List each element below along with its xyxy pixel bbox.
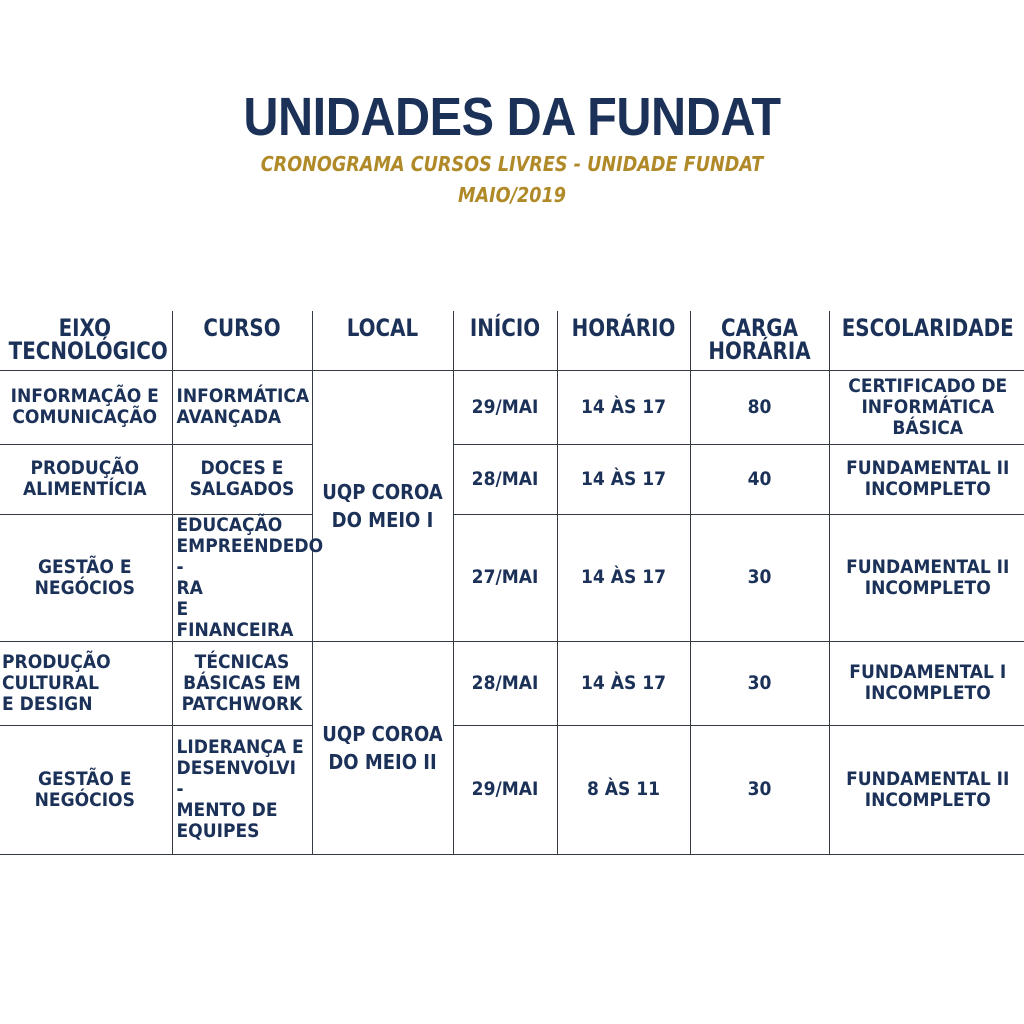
carga-cell: 80: [690, 370, 829, 444]
inicio-cell: 29/MAI: [453, 725, 557, 854]
curso-cell: LIDERANÇA E DESENVOLVI - MENTO DE EQUIPES: [172, 725, 312, 854]
eixo-cell: PRODUÇÃO CULTURAL E DESIGN: [0, 641, 172, 725]
inicio-cell: 29/MAI: [453, 370, 557, 444]
column-header-local: LOCAL: [318, 311, 448, 370]
page-title: UNIDADES DA FUNDAT: [243, 87, 781, 147]
carga-cell: 30: [690, 725, 829, 854]
column-header-inicio: INÍCIO: [457, 311, 553, 370]
column-header-eixo: EIXO TECNOLÓGICO: [5, 311, 165, 370]
table-row: [0, 370, 1024, 444]
escolaridade-cell: CERTIFICADO DE INFORMÁTICA BÁSICA: [829, 370, 1024, 444]
horario-cell: 8 ÀS 11: [557, 725, 690, 854]
curso-cell: EDUCAÇÃO EMPREENDEDO - RA E FINANCEIRA: [172, 514, 312, 641]
escolaridade-cell: FUNDAMENTAL II INCOMPLETO: [829, 514, 1024, 641]
carga-cell: 30: [690, 641, 829, 725]
column-header-curso: CURSO: [178, 311, 307, 370]
course-schedule-table: [0, 311, 1024, 855]
curso-cell: TÉCNICAS BÁSICAS EM PATCHWORK: [172, 641, 312, 725]
column-header-carga: CARGA HORÁRIA: [696, 311, 824, 370]
eixo-cell: GESTÃO E NEGÓCIOS: [0, 725, 172, 854]
table-row: [0, 444, 1024, 514]
table-row: [0, 725, 1024, 854]
eixo-cell: GESTÃO E NEGÓCIOS: [0, 514, 172, 641]
escolaridade-cell: FUNDAMENTAL II INCOMPLETO: [829, 444, 1024, 514]
carga-cell: 40: [690, 444, 829, 514]
eixo-cell: PRODUÇÃO ALIMENTÍCIA: [0, 444, 172, 514]
inicio-cell: 27/MAI: [453, 514, 557, 641]
escolaridade-cell: FUNDAMENTAL I INCOMPLETO: [829, 641, 1024, 725]
horario-cell: 14 ÀS 17: [557, 444, 690, 514]
column-header-escolaridade: ESCOLARIDADE: [837, 311, 1018, 370]
horario-cell: 14 ÀS 17: [557, 514, 690, 641]
local-cell: UQP COROA DO MEIO II: [312, 641, 453, 854]
local-cell: UQP COROA DO MEIO I: [312, 370, 453, 641]
schedule-subtitle: CRONOGRAMA CURSOS LIVRES - UNIDADE FUNDAT: [260, 152, 764, 176]
horario-cell: 14 ÀS 17: [557, 370, 690, 444]
column-header-horario: HORÁRIO: [562, 311, 684, 370]
curso-cell: DOCES E SALGADOS: [172, 444, 312, 514]
curso-cell: INFORMÁTICA AVANÇADA: [172, 370, 312, 444]
table-row: [0, 641, 1024, 725]
carga-cell: 30: [690, 514, 829, 641]
inicio-cell: 28/MAI: [453, 641, 557, 725]
table-row: [0, 514, 1024, 641]
table-header-row: [0, 311, 1024, 370]
schedule-period: MAIO/2019: [457, 183, 567, 207]
eixo-cell: INFORMAÇÃO E COMUNICAÇÃO: [0, 370, 172, 444]
escolaridade-cell: FUNDAMENTAL II INCOMPLETO: [829, 725, 1024, 854]
horario-cell: 14 ÀS 17: [557, 641, 690, 725]
inicio-cell: 28/MAI: [453, 444, 557, 514]
